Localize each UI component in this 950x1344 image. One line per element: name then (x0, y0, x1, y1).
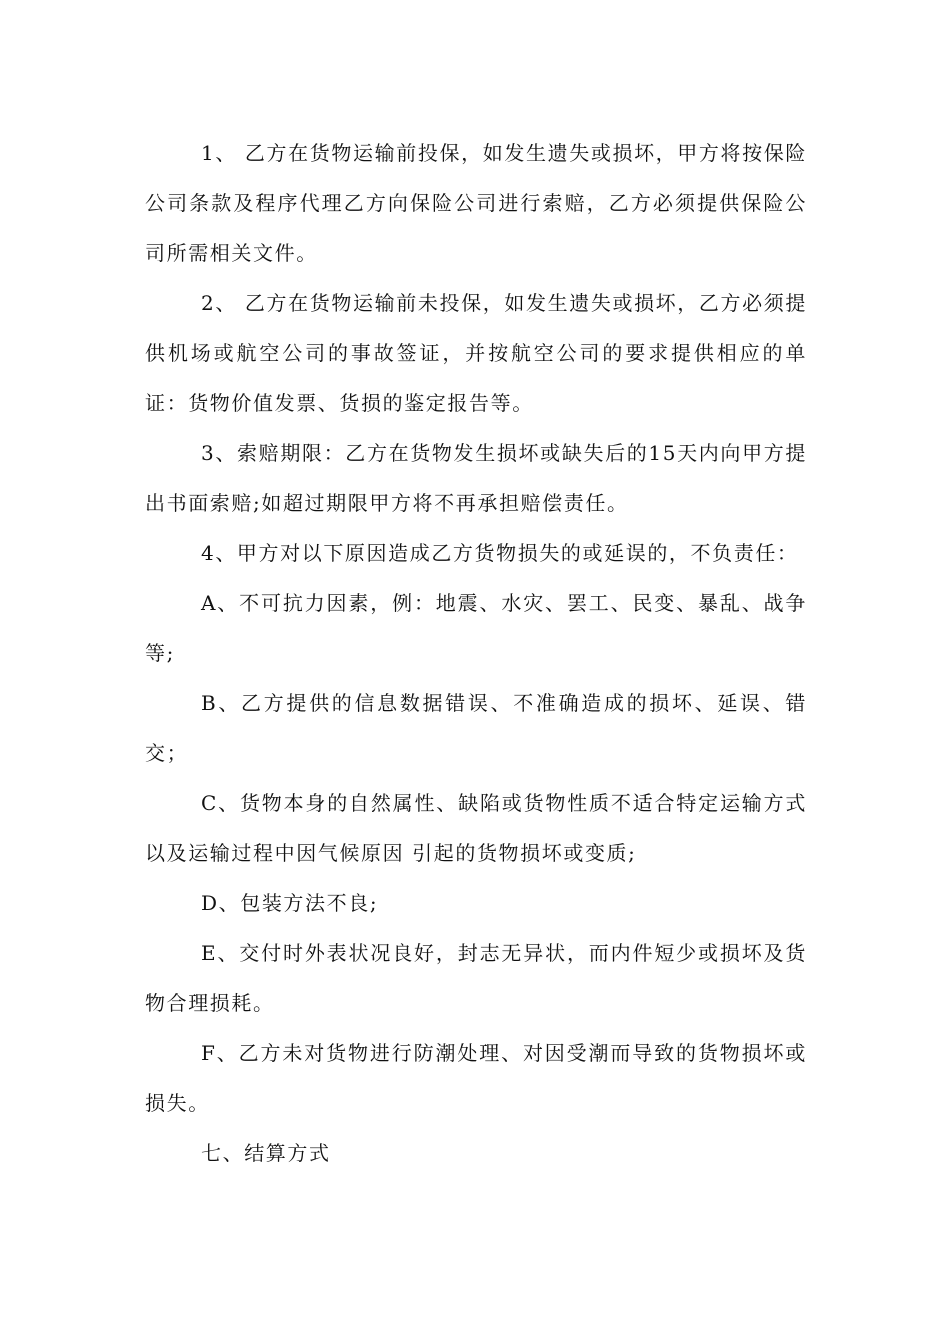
item-f-paragraph: F、乙方未对货物进行防潮处理、对因受潮而导致的货物损坏或损失。 (145, 1041, 807, 1115)
item-d-paragraph: D、包装方法不良; (201, 891, 379, 915)
clause-4-paragraph: 4、甲方对以下原因造成乙方货物损失的或延误的，不负责任： (201, 541, 799, 565)
clause-2-paragraph: 2、 乙方在货物运输前未投保，如发生遗失或损坏，乙方必须提供机场或航空公司的事故签证，并按航空公司的要求提供相应的单证：货物价值发票、货损的鉴定报告等。 (145, 291, 807, 415)
item-a-paragraph: A、不可抗力因素，例：地震、水灾、罢工、民变、暴乱、战争等; (145, 591, 807, 665)
clause-3-paragraph: 3、索赔期限：乙方在货物发生损坏或缺失后的15天内向甲方提出书面索赔;如超过期限甲方将不再承担赔偿责任。 (145, 441, 807, 515)
document-body (145, 128, 807, 1178)
item-b-paragraph: B、乙方提供的信息数据错误、不准确造成的损坏、延误、错交； (145, 691, 807, 765)
item-c-paragraph: C、货物本身的自然属性、缺陷或货物性质不适合特定运输方式以及运输过程中因气候原因 引起的货物损坏或变质; (145, 791, 807, 865)
clause-1-paragraph: 1、 乙方在货物运输前投保，如发生遗失或损坏，甲方将按保险公司条款及程序代理乙方向保险公司进行索赔，乙方必须提供保险公司所需相关文件。 (145, 141, 807, 265)
item-e-paragraph: E、交付时外表状况良好，封志无异状，而内件短少或损坏及货物合理损耗。 (145, 941, 807, 1015)
section-heading: 七、结算方式 (201, 1141, 331, 1165)
